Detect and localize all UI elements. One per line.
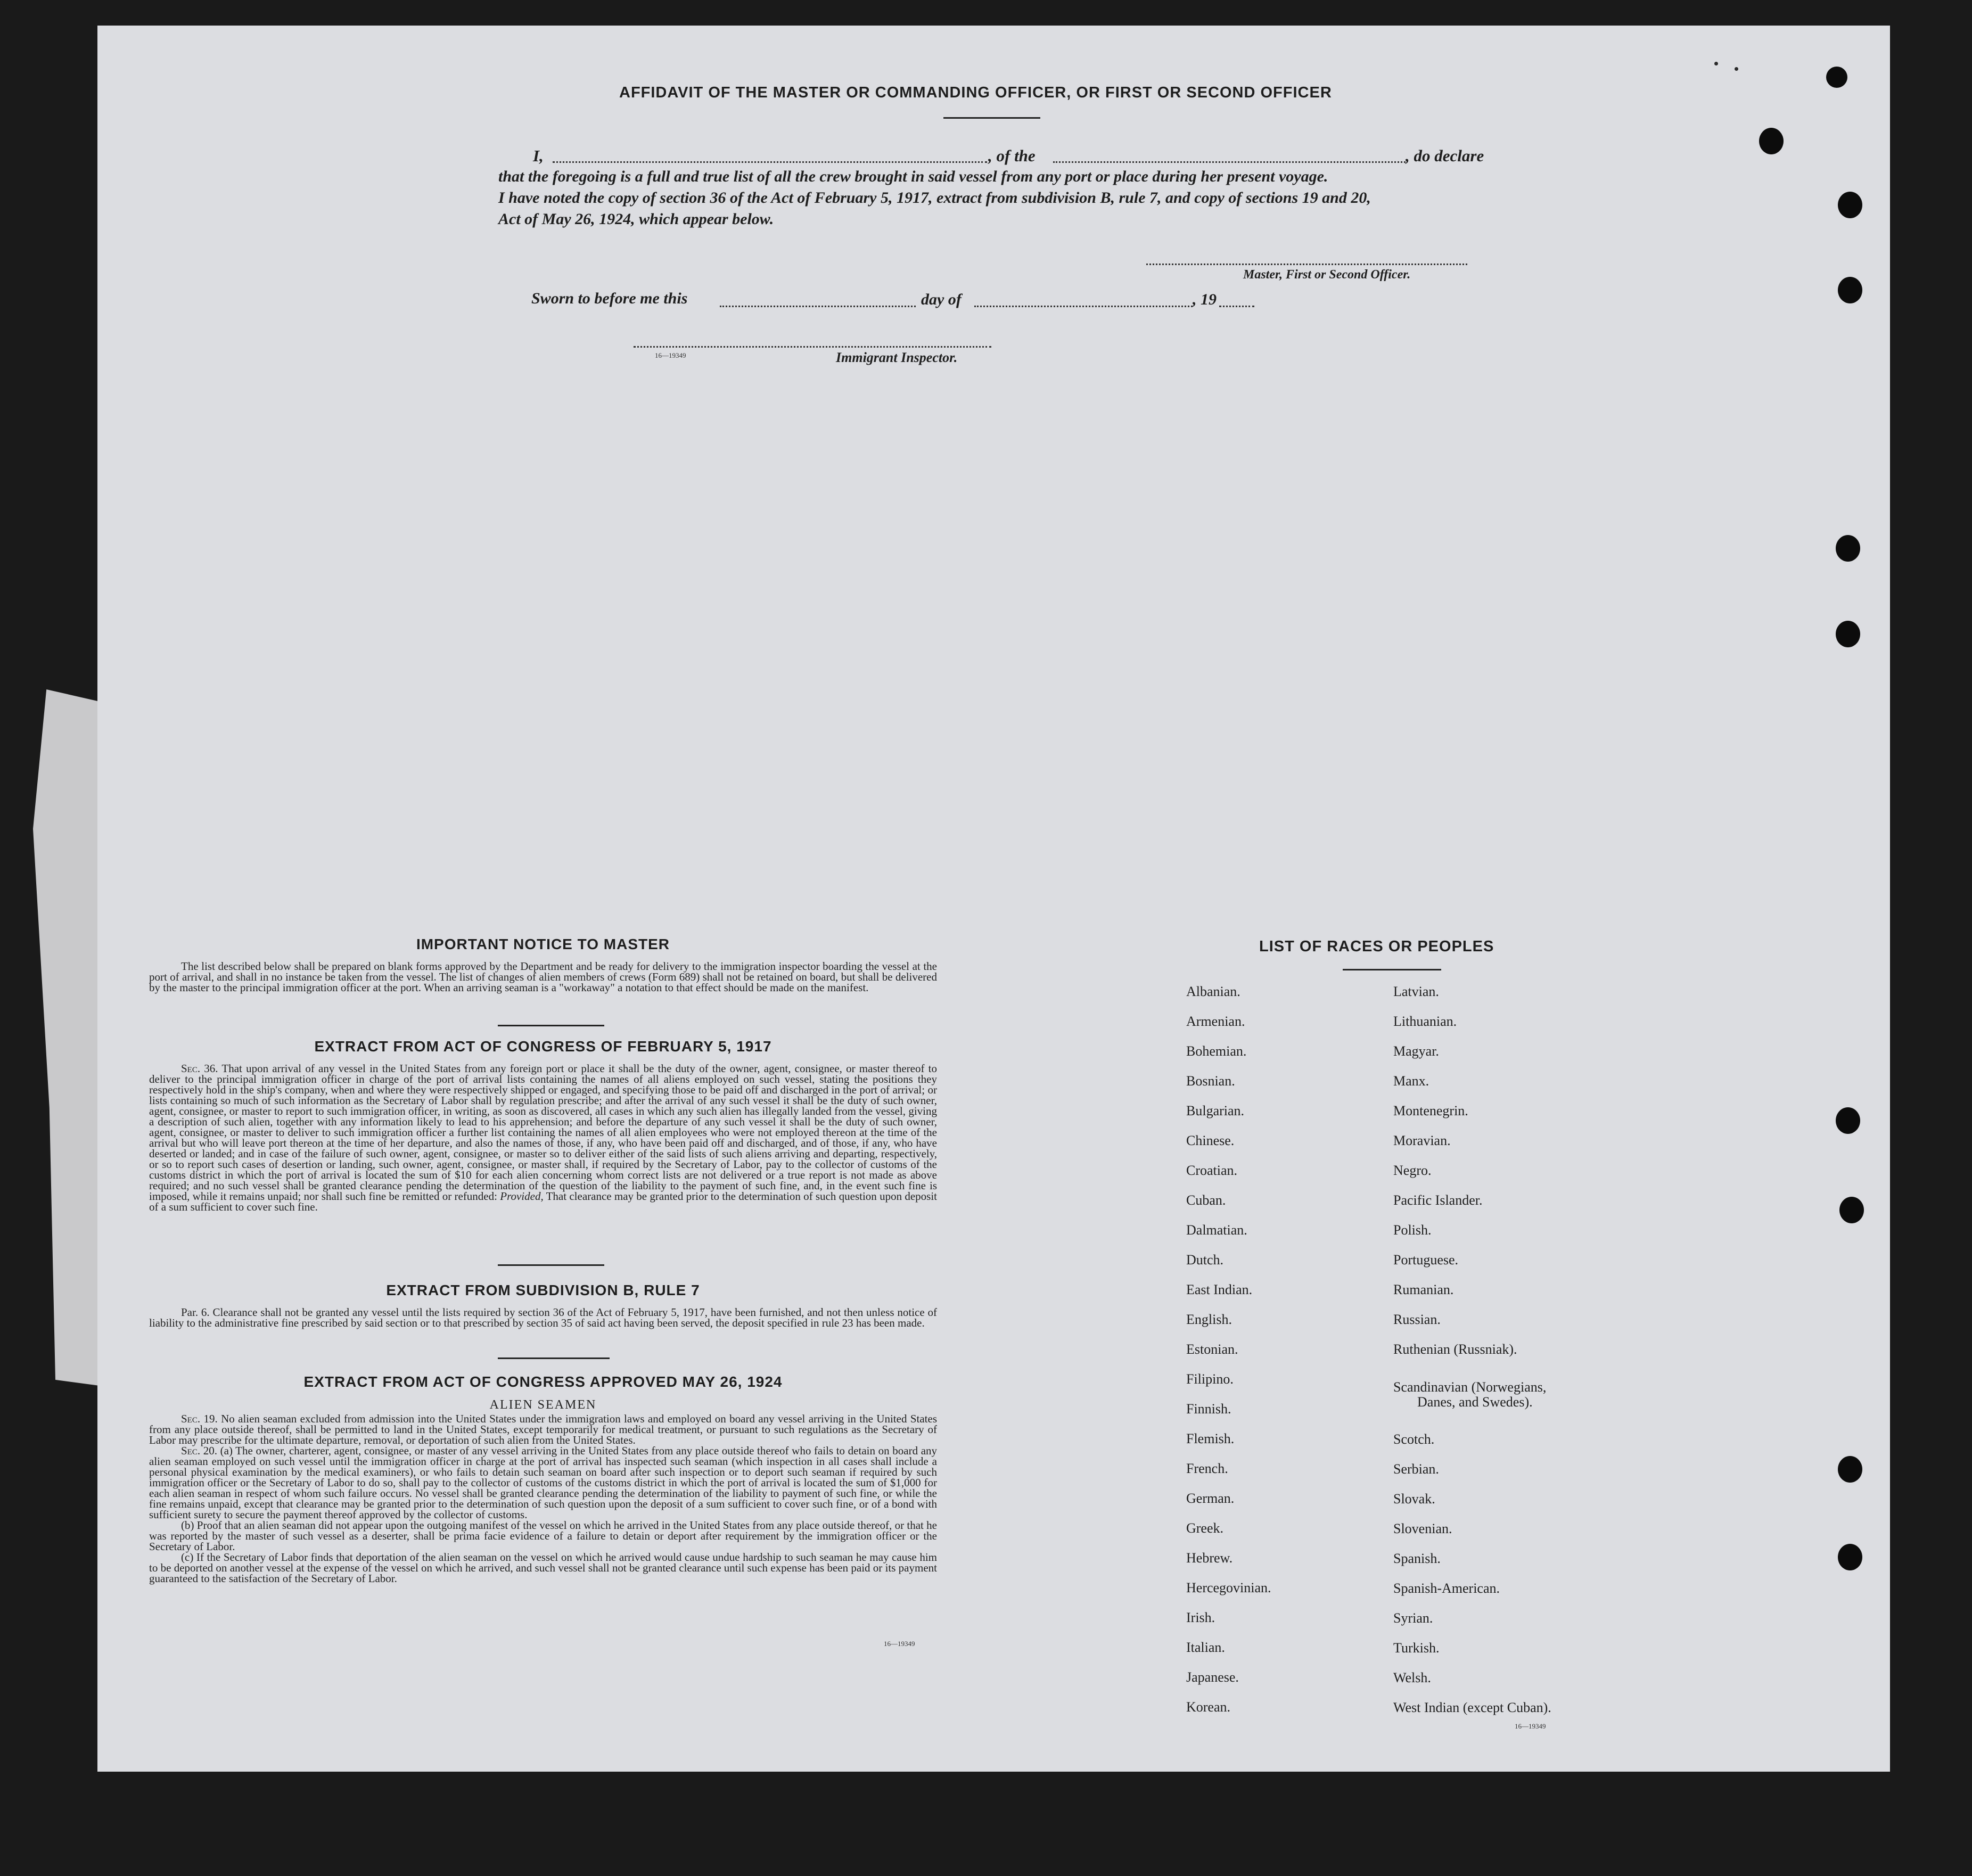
- name-blank[interactable]: [553, 161, 987, 163]
- race-item: Manx.: [1393, 1073, 1429, 1089]
- speck: [1714, 62, 1718, 65]
- punch-hole: [1836, 621, 1860, 647]
- declaration-line-3: I have noted the copy of section 36 of the Act of February 5, 1917, extract from subdivision B, rule 7, and copy of sections 19 and 20,: [498, 189, 1371, 207]
- race-item: Bulgarian.: [1186, 1103, 1245, 1118]
- sworn-day-of: day of: [921, 291, 962, 308]
- race-item: Syrian.: [1393, 1610, 1433, 1626]
- rule-7-title: EXTRACT FROM SUBDIVISION B, RULE 7: [386, 1282, 700, 1298]
- race-item: Chinese.: [1186, 1133, 1235, 1148]
- notice-body: [149, 961, 937, 993]
- sworn-label: Sworn to before me this: [531, 290, 688, 307]
- race-item: Korean.: [1186, 1699, 1231, 1715]
- notice-title: IMPORTANT NOTICE TO MASTER: [416, 936, 670, 952]
- race-item: Albanian.: [1186, 984, 1240, 999]
- title-rule: [943, 117, 1040, 119]
- race-item: Hebrew.: [1186, 1550, 1233, 1566]
- sec-36-text-end: That clearance may be granted prior to the determination of such question upon deposit of a sum sufficient to cover such fine.: [149, 1190, 938, 1213]
- sworn-date-blank[interactable]: [720, 306, 916, 307]
- races-form-number: 16—19349: [1515, 1722, 1546, 1730]
- sec-19-text: No alien seaman excluded from admission into the United States under the immigration laws and employed on board any vessel arriving in the United States from any place outside thereof, shall be permitted to land in the United States, except temporarily for medical treatment, or pursuant to such regulations as the Secretary of Labor may prescribe for the ultimate departure, removal, or deportation of such alien from the United States.: [149, 1412, 937, 1446]
- race-item: Cuban.: [1186, 1192, 1226, 1208]
- sec-19-label: Sec. 19.: [181, 1412, 218, 1425]
- race-item: Croatian.: [1186, 1163, 1238, 1178]
- race-item: Slovak.: [1393, 1491, 1435, 1507]
- race-item: Russian.: [1393, 1312, 1441, 1327]
- punch-hole: [1826, 67, 1847, 88]
- race-item: Filipino.: [1186, 1371, 1234, 1387]
- races-rule: [1343, 969, 1441, 970]
- act-1924-form-number: 16—19349: [884, 1640, 915, 1648]
- race-item: Irish.: [1186, 1610, 1215, 1625]
- rule-7-text: Par. 6. Clearance shall not be granted any vessel until the lists required by section 36 of the Act of February 5, 1917, have been furnished, and not then unless notice of liability to the administrative fine prescribed by said section or to that prescribed by section 35 of said act having been served, the deposit specified in rule 23 has been made.: [149, 1306, 937, 1329]
- sec-20-label: Sec. 20.: [181, 1444, 217, 1457]
- race-item: English.: [1186, 1312, 1232, 1327]
- race-item: Ruthenian (Russniak).: [1393, 1342, 1517, 1357]
- punch-hole: [1838, 1456, 1862, 1483]
- punch-hole: [1838, 277, 1862, 303]
- race-item: Slovenian.: [1393, 1521, 1452, 1536]
- race-item: Turkish.: [1393, 1640, 1440, 1656]
- act-1924-body: [149, 1413, 937, 1584]
- race-item: German.: [1186, 1491, 1235, 1506]
- extract-1917-rule: [498, 1264, 604, 1266]
- declaration-of-the: , of the: [988, 146, 1036, 165]
- race-item: Greek.: [1186, 1520, 1224, 1536]
- race-item: Flemish.: [1186, 1431, 1235, 1446]
- declaration-do-declare: , do declare: [1406, 146, 1484, 165]
- inspector-signature-blank[interactable]: [634, 346, 991, 348]
- race-item: Serbian.: [1393, 1461, 1439, 1477]
- race-item: Scotch.: [1393, 1431, 1435, 1447]
- race-item: Estonian.: [1186, 1342, 1238, 1357]
- race-item: Moravian.: [1393, 1133, 1451, 1148]
- sec-20-b-text: (b) Proof that an alien seaman did not appear upon the outgoing manifest of the vessel on which he arrived in the United States from any place outside thereof, or that he was reported by the master of such vessel as a deserter, shall be prima facie evidence of a failure to detain or deport after requirement by the immigration officer or the Secretary of Labor.: [149, 1519, 937, 1553]
- punch-hole: [1838, 1544, 1862, 1570]
- race-item: Magyar.: [1393, 1043, 1439, 1059]
- sec-36-text: That upon arrival of any vessel in the United States from any foreign port or place it shall be the duty of the owner, agent, consignee, or master thereof to deliver to the principal immigration officer in charge of the port of arrival lists containing the names of all aliens employed on such vessel, stating the positions they respectively hold in the ship's company, when and where they were respectively shipped or engaged, and specifying those to be paid off and discharged in the port of arrival; or lists containing so much of such information as the Secretary of Labor shall by regulation prescribe; and after the arrival of any such vessel it shall be the duty of such owner, agent, consignee, or master to report to such immigration officer, in writing, as soon as discovered, all cases in which any such alien has illegally landed from the vessel, giving a description of such alien, together with any information likely to lead to his apprehension; and before the departure of any such vessel it shall be the duty of such owner, agent, consignee, or master to deliver to such immigration officer a further list containing the names of all alien employees who were not employed thereon at the time of the arrival but who will leave port thereon at the time of her departure, and also the names of those, if any, who have been paid off and discharged, and of those, if any, who have deserted or landed; and in case of the failure of such owner, agent, consignee, or master so to deliver either of the said lists of such aliens arriving and departing, respectively, or so to report such cases of desertion or landing, such owner, agent, consignee, or master shall, if required by the Secretary of Labor, pay to the collector of customs of the customs district in which the port of arrival is located the sum of $10 for each alien concerning whom correct lists are not delivered or a true report is not made as above required; and no such vessel shall be granted clearance pending the determination of the question of the liability to the payment of such fine, and, in the event such fine is imposed, while it remains unpaid; nor shall such fine be remitted or refunded:: [149, 1062, 937, 1203]
- race-item: Rumanian.: [1393, 1282, 1454, 1297]
- race-item: Armenian.: [1186, 1014, 1245, 1029]
- race-item: Japanese.: [1186, 1669, 1239, 1685]
- race-item: Montenegrin.: [1393, 1103, 1468, 1118]
- master-caption: Master, First or Second Officer.: [1243, 268, 1411, 282]
- punch-hole: [1836, 535, 1860, 562]
- race-item: Spanish.: [1393, 1551, 1441, 1566]
- alien-seamen-subtitle: ALIEN SEAMEN: [489, 1398, 597, 1412]
- notice-rule: [498, 1025, 604, 1026]
- sworn-year: , 19: [1193, 291, 1217, 308]
- extract-1917-body: [149, 1063, 937, 1212]
- race-item: Danes, and Swedes).: [1417, 1394, 1533, 1410]
- affidavit-title: AFFIDAVIT OF THE MASTER OR COMMANDING OFFICER, OR FIRST OR SECOND OFFICER: [619, 84, 1332, 101]
- sec-36-label: Sec. 36.: [181, 1062, 218, 1075]
- sworn-month-blank[interactable]: [974, 306, 1193, 307]
- race-item: Portuguese.: [1393, 1252, 1459, 1268]
- race-item: Negro.: [1393, 1163, 1432, 1178]
- inspector-caption: Immigrant Inspector.: [836, 350, 958, 365]
- punch-hole: [1836, 1107, 1860, 1134]
- race-item: Polish.: [1393, 1222, 1432, 1238]
- race-item: Bosnian.: [1186, 1073, 1235, 1089]
- race-item: Hercegovinian.: [1186, 1580, 1271, 1595]
- race-item: West Indian (except Cuban).: [1393, 1700, 1551, 1715]
- punch-hole: [1759, 128, 1784, 154]
- race-item: Lithuanian.: [1393, 1014, 1457, 1029]
- race-item: French.: [1186, 1461, 1228, 1476]
- race-item: Spanish-American.: [1393, 1581, 1500, 1596]
- race-item: Italian.: [1186, 1640, 1225, 1655]
- rule-7-body: [149, 1307, 937, 1328]
- provided-word: Provided,: [500, 1190, 544, 1203]
- vessel-blank[interactable]: [1053, 161, 1406, 163]
- sec-20-a-text: (a) The owner, charterer, agent, consignee, or master of any vessel arriving in the United States from any place outside thereof who fails to detain on board any alien seaman employed on such vessel until the immigration officer in charge at the port of arrival has inspected such seaman (which inspection in all cases shall include a personal physical examination by the medical examiners), or who fails to detain such seaman on board after such inspection or to deport such seaman if required by such immigration officer or the Secretary of Labor to do so, shall pay to the collector of customs of the customs district in which the port of arrival is located the sum of $1,000 for each alien seaman in respect of whom such failure occurs. No vessel shall be granted clearance pending the determination of the liability to payment of such fine, or while the fine remains unpaid, except that clearance may be granted prior to the determination of such question upon the deposit of a sum sufficient to cover such fine, or of a bond with sufficient surety to secure the payment thereof approved by the collector of customs.: [149, 1444, 938, 1521]
- race-item: East Indian.: [1186, 1282, 1253, 1297]
- master-signature-blank[interactable]: [1146, 264, 1467, 265]
- act-1924-title: EXTRACT FROM ACT OF CONGRESS APPROVED MAY 26, 1924: [303, 1373, 783, 1390]
- declaration-line-2: that the foregoing is a full and true list of all the crew brought in said vessel from any port or place during her present voyage.: [498, 168, 1328, 185]
- rule-7-rule: [498, 1357, 610, 1359]
- race-item: Welsh.: [1393, 1670, 1431, 1685]
- declaration-i: I,: [533, 146, 544, 165]
- race-item: Pacific Islander.: [1393, 1192, 1483, 1208]
- affidavit-form-number: 16—19349: [655, 351, 686, 359]
- punch-hole: [1838, 192, 1862, 218]
- race-item: Scandinavian (Norwegians,: [1393, 1379, 1547, 1395]
- extract-1917-title: EXTRACT FROM ACT OF CONGRESS OF FEBRUARY 5, 1917: [314, 1038, 772, 1055]
- race-item: Dalmatian.: [1186, 1222, 1247, 1238]
- races-title: LIST OF RACES OR PEOPLES: [1259, 938, 1494, 955]
- race-item: Bohemian.: [1186, 1043, 1247, 1059]
- sec-20-c-text: (c) If the Secretary of Labor finds that deportation of the alien seaman on the vessel on which he arrived would cause undue hardship to such seaman he may cause him to be deported on another vessel at the expense of the vessel on which he arrived, and such vessel shall not be granted clearance until such expense has been paid or its payment guaranteed to the satisfaction of the Secretary of Labor.: [149, 1551, 937, 1585]
- declaration-line-4: Act of May 26, 1924, which appear below.: [498, 210, 774, 228]
- race-item: Dutch.: [1186, 1252, 1224, 1268]
- notice-text: The list described below shall be prepared on blank forms approved by the Department and be ready for delivery to the immigration inspector boarding the vessel at the port of arrival, and shall in no instance be taken from the vessel. The list of changes of alien members of crews (Form 689) shall not be retained on board, but shall be delivered by the master to the principal immigration officer at the port. When an arriving seaman is a "workaway" a notation to that effect should be made on the manifest.: [149, 960, 937, 994]
- race-item: Finnish.: [1186, 1401, 1231, 1417]
- race-item: Latvian.: [1393, 984, 1439, 999]
- punch-hole: [1839, 1197, 1864, 1223]
- speck: [1735, 67, 1738, 71]
- sworn-year-blank[interactable]: [1219, 306, 1254, 307]
